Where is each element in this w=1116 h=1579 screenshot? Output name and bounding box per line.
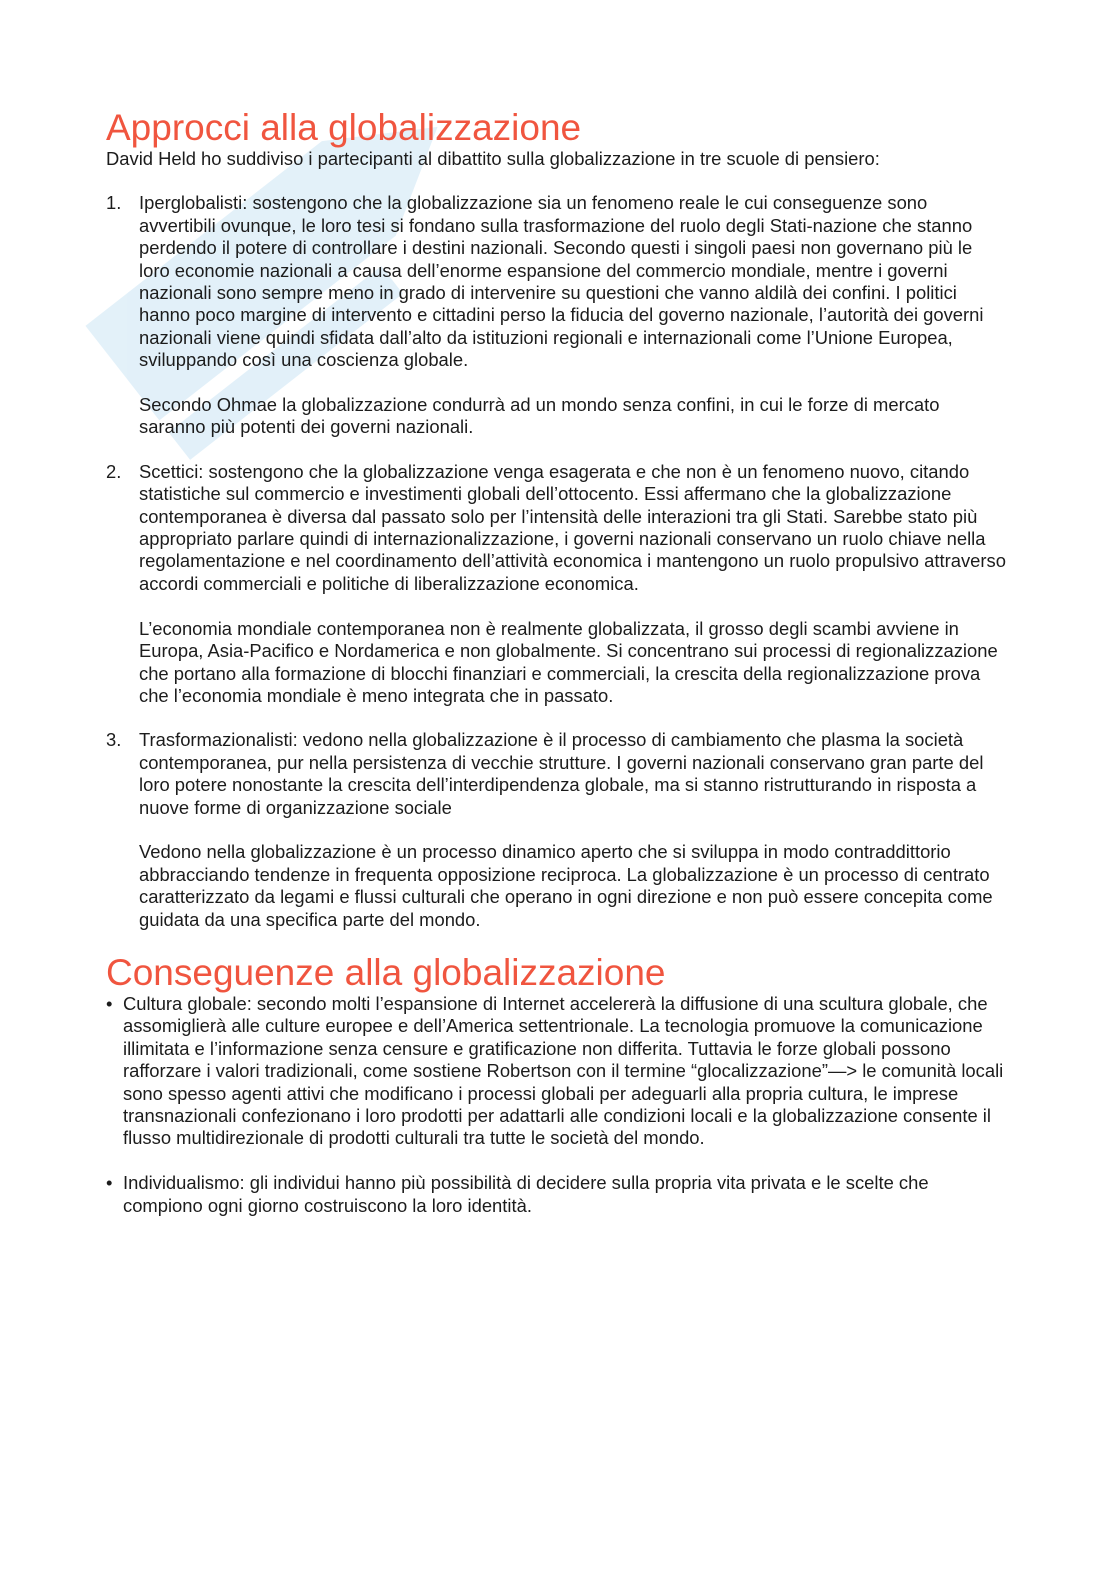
list-item-individualismo: [106, 1172, 1006, 1217]
section-conseguenze: [106, 953, 1006, 1217]
consequences-list: [106, 993, 1006, 1217]
list-number: 2.: [106, 460, 122, 482]
list-number: 1.: [106, 192, 122, 214]
paragraph: L’economia mondiale contemporanea non è realmente globalizzata, il grosso degli scambi avviene in Europa, Asia-Pacifico e Nordamerica e non globalmente. Si concentrano sui processi di regionalizzazione che portano alla formazione di blocchi finanziari e commerciali, la crescita della regionalizzazione prova che l’economia mondiale è meno integrata che in passato.: [139, 617, 998, 706]
document-page: [106, 108, 1006, 1239]
bullet-icon: •: [106, 1172, 113, 1194]
list-item-scettici: [106, 461, 1006, 707]
schools-list: [106, 192, 1006, 931]
paragraph: Vedono nella globalizzazione è un processo dinamico aperto che si sviluppa in modo contraddittorio abbracciando tendenze in frequenta opposizione reciproca. La globalizzazione è un processo di centrato caratterizzato da legami e flussi culturali che operano in ogni direzione e non può essere concepita come guidata da una specifica parte del mondo.: [139, 841, 993, 930]
section-title-approcci: Approcci alla globalizzazione: [106, 107, 582, 148]
intro-paragraph: David Held ho suddiviso i partecipanti al dibattito sulla globalizzazione in tre scuole di pensiero:: [106, 148, 880, 169]
list-item-iperglobalisti: [106, 192, 1006, 438]
list-number: 3.: [106, 729, 122, 751]
paragraph: Iperglobalisti: sostengono che la globalizzazione sia un fenomeno reale le cui conseguenze sono avvertibili ovunque, le loro tesi si fondano sulla trasformazione del ruolo degli Stati-nazione che stanno perdendo il potere di controllare i destini nazionali. Secondo questi i singoli paesi non governano più le loro economie nazionali a causa dell’enorme espansione del commercio mondiale, mentre i governi nazionali sono sempre meno in grado di intervenire su questioni che vanno aldilà dei confini. I politici hanno poco margine di intervento e cittadini perso la fiducia del governo nazionale, l’autorità dei governi nazionali viene quindi sfidata dall’alto da istituzioni regionali e internazionali come l’Unione Europea, sviluppando così una coscienza globale.: [139, 192, 984, 371]
section-title-conseguenze: Conseguenze alla globalizzazione: [106, 951, 666, 993]
bullet-icon: •: [106, 992, 113, 1014]
paragraph: Scettici: sostengono che la globalizzazione venga esagerata e che non è un fenomeno nuovo, citando statistiche sul commercio e investimenti globali dell’ottocento. Essi affermano che la globalizzazione contemporanea è diversa dal passato solo per l’intensità delle interazioni tra gli Stati. Sarebbe stato più appropriato parlare quindi di internazionalizzazione, i governi nazionali conservano un ruolo chiave nella regolamentazione e nel coordinamento dell’attività economica i mantengono un ruolo propulsivo attraverso accordi commerciali e politiche di liberalizzazione economica.: [139, 460, 1006, 594]
paragraph: Secondo Ohmae la globalizzazione condurrà ad un mondo senza confini, in cui le forze di mercato saranno più potenti dei governi nazionali.: [139, 394, 940, 438]
paragraph: Cultura globale: secondo molti l’espansione di Internet accelererà la diffusione di una scultura globale, che assomiglierà alle culture europee e dell’America settentrionale. La tecnologia promuove la comunicazione illimitata e l’informazione senza censure e gratificazione non differita. Tuttavia le forze globali possono rafforzare i valori tradizionali, come sostiene Robertson con il termine “glocalizzazione”—> le comunità locali sono spesso agenti attivi che modificano i processi globali per adeguarli alla propria cultura, le imprese transnazionali confezionano i loro prodotti per adattarli alle condizioni locali e la globalizzazione consente il flusso multidirezionale di prodotti culturali tra tutte le società del mondo.: [123, 992, 1004, 1149]
paragraph: Trasformazionalisti: vedono nella globalizzazione è il processo di cambiamento che plasma la società contemporanea, pur nella persistenza di vecchie strutture. I governi nazionali conservano gran parte del loro potere nonostante la crescita dell’interdipendenza globale, ma si stanno ristrutturando in risposta a nuove forme di organizzazione sociale: [139, 729, 984, 818]
list-item-cultura-globale: [106, 993, 1006, 1150]
list-item-trasformazionalisti: [106, 729, 1006, 931]
paragraph: Individualismo: gli individui hanno più possibilità di decidere sulla propria vita privata e le scelte che compiono ogni giorno costruiscono la loro identità.: [123, 1172, 929, 1216]
